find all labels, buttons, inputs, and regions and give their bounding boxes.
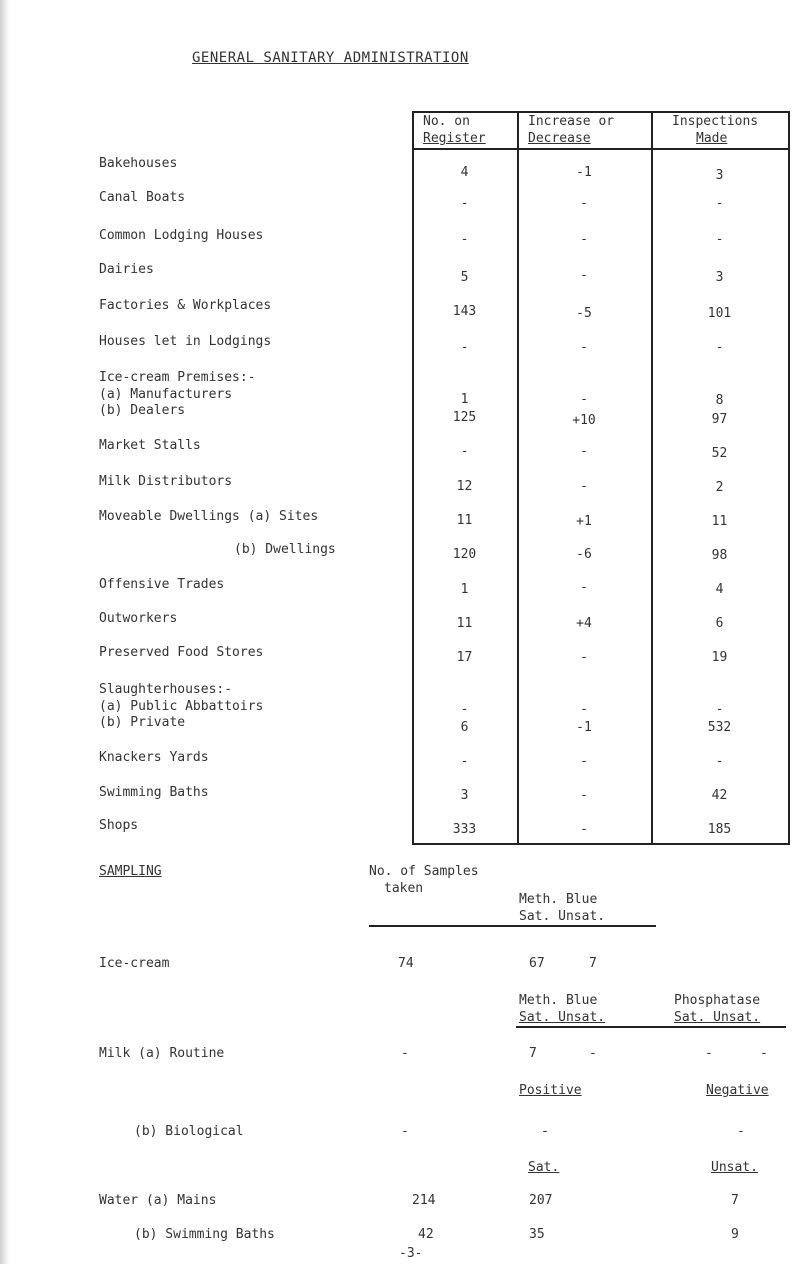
row-label: Slaughterhouses:- bbox=[99, 682, 233, 697]
cell-inspections: 8 bbox=[715, 393, 724, 408]
row-label: Offensive Trades bbox=[99, 577, 225, 592]
cell-inspections: 42 bbox=[711, 788, 728, 803]
cell-change: - bbox=[580, 196, 588, 211]
cell-change: -1 bbox=[576, 165, 592, 180]
water-baths-taken: 42 bbox=[418, 1227, 434, 1242]
cell-change: - bbox=[580, 444, 588, 459]
cell-inspections: 4 bbox=[715, 582, 724, 597]
row-label: Swimming Baths bbox=[99, 785, 209, 800]
cell-inspections: 6 bbox=[715, 616, 724, 631]
cell-inspections: 101 bbox=[707, 306, 732, 321]
cell-inspections: - bbox=[715, 340, 724, 355]
cell-register: 5 bbox=[460, 270, 469, 285]
header-register-line1: No. on bbox=[423, 114, 470, 129]
water-baths-sat: 35 bbox=[529, 1227, 545, 1242]
cell-register: 11 bbox=[456, 513, 473, 528]
ice-cream-unsat: 7 bbox=[589, 956, 597, 971]
row-label: Knackers Yards bbox=[99, 750, 209, 765]
ice-cream-header-line1: Meth. Blue bbox=[519, 892, 598, 907]
header-change-line1: Increase or bbox=[528, 114, 615, 129]
ice-cream-taken: 74 bbox=[398, 956, 414, 971]
page-number: -3- bbox=[399, 1246, 423, 1261]
row-label: Moveable Dwellings (a) Sites bbox=[99, 509, 319, 524]
cell-inspections: 532 bbox=[707, 720, 732, 735]
row-label: (b) Dwellings bbox=[234, 542, 336, 557]
water-mains-sat: 207 bbox=[529, 1193, 553, 1208]
header-register-line2: Register bbox=[423, 131, 486, 146]
cell-change: -1 bbox=[576, 720, 592, 735]
header-bottom-border bbox=[412, 148, 790, 150]
milk-meth-header-line2: Sat. Unsat. bbox=[519, 1010, 606, 1025]
cell-inspections: 3 bbox=[715, 270, 724, 285]
row-label: Dairies bbox=[99, 262, 154, 277]
cell-register: 125 bbox=[452, 410, 477, 425]
milk-header-rule bbox=[516, 1026, 786, 1028]
positive-header: Positive bbox=[519, 1083, 582, 1098]
page-title: GENERAL SANITARY ADMINISTRATION bbox=[192, 50, 469, 66]
cell-inspections: - bbox=[715, 196, 724, 211]
cell-change: +4 bbox=[576, 616, 592, 631]
header-change-line2: Decrease bbox=[528, 131, 591, 146]
cell-inspections: - bbox=[715, 232, 724, 247]
samples-header-line2: taken bbox=[384, 881, 424, 896]
cell-inspections: 11 bbox=[711, 514, 728, 529]
cell-register: - bbox=[460, 232, 469, 247]
cell-register: - bbox=[460, 444, 469, 459]
row-label: (b) Dealers bbox=[99, 403, 186, 418]
table-top-border bbox=[412, 111, 790, 113]
milk-phos-header-line1: Phosphatase bbox=[674, 993, 761, 1008]
cell-inspections: 19 bbox=[711, 650, 728, 665]
cell-change: - bbox=[580, 392, 588, 407]
cell-inspections: 52 bbox=[711, 446, 728, 461]
milk-meth-header-line1: Meth. Blue bbox=[519, 993, 598, 1008]
cell-register: 6 bbox=[460, 720, 469, 735]
cell-register: 1 bbox=[460, 582, 469, 597]
samples-header-line1: No. of Samples bbox=[369, 864, 479, 879]
cell-register: 333 bbox=[452, 822, 477, 837]
sampling-heading: SAMPLING bbox=[99, 864, 162, 879]
water-mains-unsat: 7 bbox=[731, 1193, 739, 1208]
cell-register: 4 bbox=[460, 165, 469, 180]
milk-biological-positive: - bbox=[541, 1124, 549, 1139]
row-label: Milk Distributors bbox=[99, 474, 233, 489]
row-label: Factories & Workplaces bbox=[99, 298, 272, 313]
row-label: Outworkers bbox=[99, 611, 178, 626]
cell-change: -5 bbox=[576, 306, 592, 321]
milk-phos-sat: - bbox=[705, 1046, 713, 1061]
water-baths-unsat: 9 bbox=[731, 1227, 739, 1242]
cell-register: 11 bbox=[456, 616, 473, 631]
cell-change: +1 bbox=[576, 514, 592, 529]
cell-register: 3 bbox=[460, 788, 469, 803]
cell-register: - bbox=[460, 702, 469, 717]
cell-register: 17 bbox=[456, 650, 473, 665]
water-baths-label: (b) Swimming Baths bbox=[134, 1227, 275, 1242]
cell-register: 1 bbox=[460, 392, 469, 407]
milk-phos-unsat: - bbox=[760, 1046, 768, 1061]
ice-cream-header-line2: Sat. Unsat. bbox=[519, 909, 606, 924]
row-label: Canal Boats bbox=[99, 190, 186, 205]
cell-change: +10 bbox=[572, 413, 596, 428]
row-label: (a) Public Abbattoirs bbox=[99, 699, 264, 714]
cell-change: - bbox=[580, 580, 588, 595]
scan-edge-shadow bbox=[0, 0, 10, 1264]
cell-register: - bbox=[460, 340, 469, 355]
milk-biological-taken: - bbox=[401, 1124, 409, 1139]
row-label: (b) Private bbox=[99, 715, 186, 730]
cell-register: 143 bbox=[452, 304, 477, 319]
cell-inspections: 2 bbox=[715, 480, 724, 495]
cell-change: - bbox=[580, 650, 588, 665]
table-bottom-border bbox=[412, 843, 790, 845]
cell-change: - bbox=[580, 788, 588, 803]
milk-biological-label: (b) Biological bbox=[134, 1124, 244, 1139]
cell-change: - bbox=[580, 822, 588, 837]
negative-header: Negative bbox=[706, 1083, 769, 1098]
ice-cream-label: Ice-cream bbox=[99, 956, 170, 971]
water-sat-header: Sat. bbox=[528, 1160, 560, 1175]
water-mains-taken: 214 bbox=[412, 1193, 436, 1208]
cell-change: - bbox=[580, 268, 588, 283]
cell-register: 12 bbox=[456, 479, 473, 494]
milk-biological-negative: - bbox=[737, 1124, 745, 1139]
row-label: Ice-cream Premises:- bbox=[99, 370, 256, 385]
row-label: Common Lodging Houses bbox=[99, 228, 264, 243]
cell-change: - bbox=[580, 754, 588, 769]
row-label: Bakehouses bbox=[99, 156, 178, 171]
milk-meth-sat: 7 bbox=[529, 1046, 537, 1061]
milk-routine-taken: - bbox=[401, 1046, 409, 1061]
row-label: Market Stalls bbox=[99, 438, 201, 453]
cell-inspections: 185 bbox=[707, 822, 732, 837]
cell-change: - bbox=[580, 702, 588, 717]
cell-change: - bbox=[580, 479, 588, 494]
cell-inspections: 98 bbox=[711, 548, 728, 563]
milk-phos-header-line2: Sat. Unsat. bbox=[674, 1010, 761, 1025]
cell-inspections: 3 bbox=[715, 168, 724, 183]
milk-meth-unsat: - bbox=[589, 1046, 597, 1061]
cell-change: -6 bbox=[576, 547, 592, 562]
cell-change: - bbox=[580, 232, 588, 247]
water-mains-label: Water (a) Mains bbox=[99, 1193, 217, 1208]
table-border-right bbox=[788, 112, 790, 844]
header-inspections-line1: Inspections bbox=[672, 114, 759, 129]
water-unsat-header: Unsat. bbox=[711, 1160, 758, 1175]
cell-inspections: - bbox=[715, 702, 724, 717]
row-label: (a) Manufacturers bbox=[99, 387, 233, 402]
cell-register: 120 bbox=[452, 547, 477, 562]
cell-inspections: - bbox=[715, 754, 724, 769]
header-inspections-line2: Made bbox=[696, 131, 728, 146]
row-label: Preserved Food Stores bbox=[99, 645, 264, 660]
row-label: Houses let in Lodgings bbox=[99, 334, 272, 349]
sampling-header-rule bbox=[369, 925, 656, 927]
cell-register: - bbox=[460, 196, 469, 211]
row-label: Shops bbox=[99, 818, 139, 833]
milk-routine-label: Milk (a) Routine bbox=[99, 1046, 225, 1061]
ice-cream-sat: 67 bbox=[529, 956, 545, 971]
cell-inspections: 97 bbox=[711, 412, 728, 427]
cell-register: - bbox=[460, 754, 469, 769]
cell-change: - bbox=[580, 340, 588, 355]
